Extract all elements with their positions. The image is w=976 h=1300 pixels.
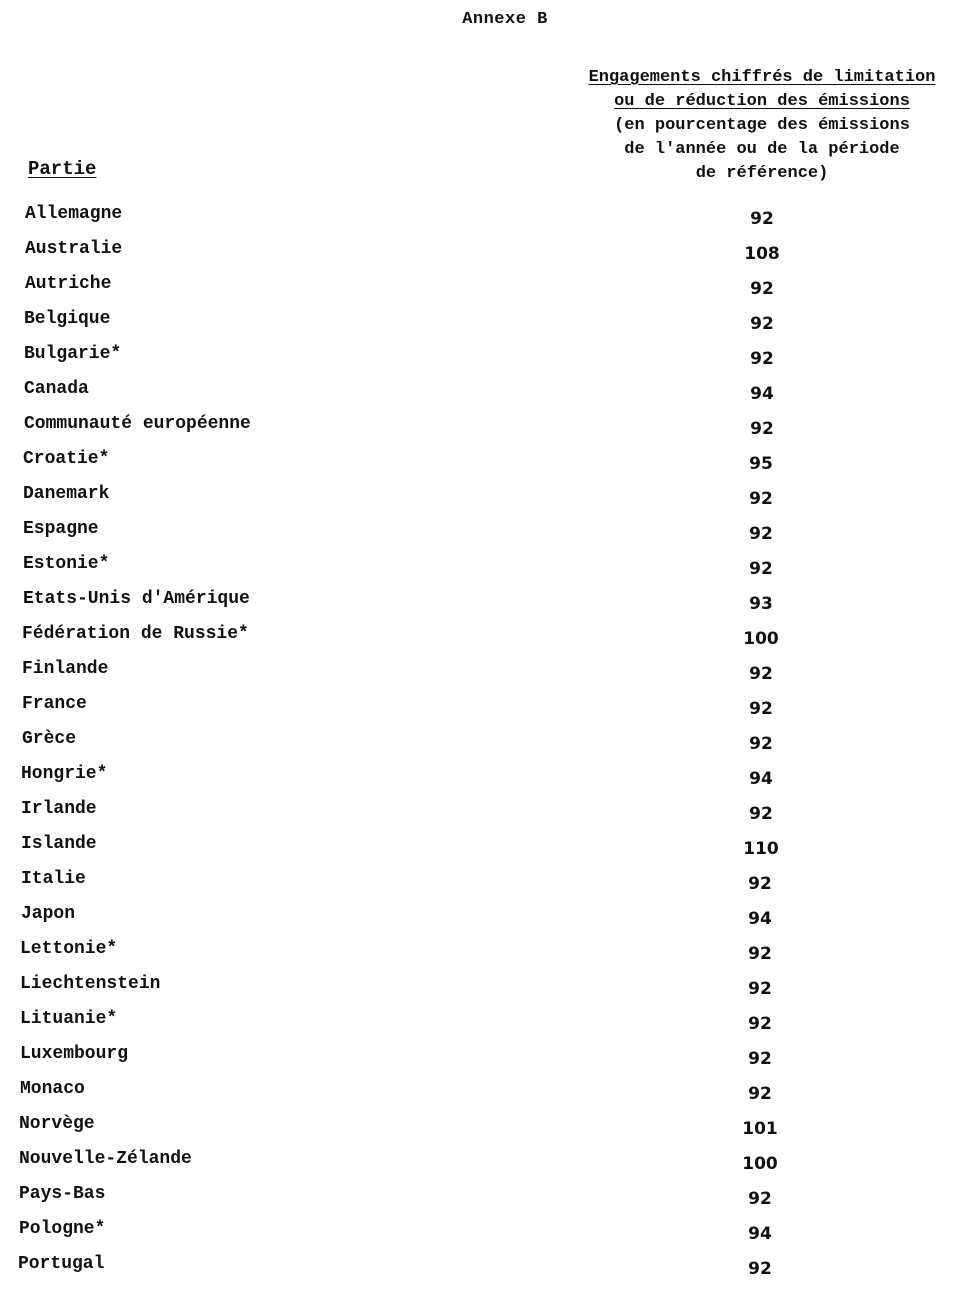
table-row	[0, 235, 976, 270]
column-header-line: (en pourcentage des émissions	[614, 116, 910, 135]
table-row	[0, 795, 976, 830]
table-row	[0, 200, 976, 235]
column-header-line: de référence)	[695, 164, 829, 183]
table-row	[0, 935, 976, 970]
commitment-value: 92	[748, 1014, 772, 1034]
party-name: Pologne*	[19, 1219, 106, 1239]
table-row	[0, 410, 976, 445]
party-name: Nouvelle-Zélande	[19, 1149, 192, 1169]
party-name: Hongrie*	[21, 764, 108, 784]
page-title: Annexe B	[462, 10, 548, 29]
commitment-value: 92	[750, 314, 774, 334]
party-name: Finlande	[22, 659, 109, 679]
table-row	[0, 1145, 976, 1180]
column-header-line: Engagements chiffrés de limitation	[588, 68, 936, 87]
table-row	[0, 270, 976, 305]
table-row	[0, 1040, 976, 1075]
table-row	[0, 585, 976, 620]
commitment-value: 92	[748, 874, 772, 894]
party-name: Australie	[25, 239, 123, 259]
table-row	[0, 550, 976, 585]
commitment-value: 92	[749, 699, 773, 719]
table-row	[0, 865, 976, 900]
party-name: Danemark	[23, 484, 110, 504]
party-name: France	[22, 694, 87, 714]
table-row	[0, 305, 976, 340]
party-name: Communauté européenne	[24, 414, 251, 434]
commitment-value: 92	[750, 209, 774, 229]
commitment-value: 110	[743, 839, 779, 859]
table-row	[0, 1110, 976, 1145]
commitment-value: 100	[743, 629, 779, 649]
party-name: Islande	[21, 834, 97, 854]
party-name: Allemagne	[25, 204, 123, 224]
table-row	[0, 1180, 976, 1215]
commitment-value: 92	[750, 419, 774, 439]
party-name: Grèce	[22, 729, 77, 749]
commitment-value: 94	[750, 384, 774, 404]
party-name: Lettonie*	[20, 939, 118, 959]
table-row	[0, 515, 976, 550]
table-row	[0, 1250, 976, 1285]
commitment-value: 92	[750, 279, 774, 299]
table-row	[0, 1005, 976, 1040]
commitment-value: 92	[748, 1189, 772, 1209]
commitment-value: 94	[748, 909, 772, 929]
commitment-value: 93	[749, 594, 773, 614]
party-name: Bulgarie*	[24, 344, 122, 364]
commitment-value: 108	[744, 244, 780, 264]
party-name: Monaco	[20, 1079, 85, 1099]
commitment-value: 92	[749, 734, 773, 754]
party-name: Lituanie*	[20, 1009, 118, 1029]
commitment-value: 92	[750, 349, 774, 369]
party-name: Fédération de Russie*	[22, 624, 249, 644]
party-name: Japon	[21, 904, 76, 924]
table-row	[0, 375, 976, 410]
commitment-value: 92	[748, 1084, 772, 1104]
commitment-value: 95	[749, 454, 773, 474]
column-header-line: ou de réduction des émissions	[614, 92, 910, 111]
commitment-value: 92	[748, 1049, 772, 1069]
commitment-value: 94	[749, 769, 773, 789]
table-row	[0, 620, 976, 655]
commitment-value: 92	[749, 559, 773, 579]
party-name: Liechtenstein	[20, 974, 161, 994]
table-row	[0, 340, 976, 375]
commitment-value: 92	[748, 979, 772, 999]
table-row	[0, 655, 976, 690]
table-row	[0, 1075, 976, 1110]
column-header-party: Partie	[28, 158, 97, 180]
party-name: Canada	[24, 379, 89, 399]
table-row	[0, 725, 976, 760]
table-row	[0, 900, 976, 935]
table-row	[0, 480, 976, 515]
party-name: Belgique	[24, 309, 111, 329]
commitment-value: 92	[749, 524, 773, 544]
column-header-line: de l'année ou de la période	[624, 140, 900, 159]
commitment-value: 92	[748, 944, 772, 964]
party-name: Norvège	[19, 1114, 95, 1134]
party-name: Pays-Bas	[19, 1184, 106, 1204]
party-name: Espagne	[23, 519, 99, 539]
party-name: Autriche	[25, 274, 112, 294]
column-header-commitment	[548, 66, 976, 186]
commitment-value: 92	[749, 489, 773, 509]
table-row	[0, 445, 976, 480]
party-name: Italie	[21, 869, 86, 889]
party-name: Estonie*	[23, 554, 110, 574]
commitment-value: 100	[742, 1154, 778, 1174]
party-name: Luxembourg	[20, 1044, 129, 1064]
commitment-value: 92	[749, 664, 773, 684]
party-name: Irlande	[21, 799, 97, 819]
party-name: Portugal	[18, 1254, 105, 1274]
table-row	[0, 690, 976, 725]
parties-table	[0, 200, 976, 1285]
table-row	[0, 760, 976, 795]
party-name: Etats-Unis d'Amérique	[23, 589, 250, 609]
table-row	[0, 1215, 976, 1250]
commitment-value: 92	[749, 804, 773, 824]
party-name: Croatie*	[23, 449, 110, 469]
table-row	[0, 830, 976, 865]
table-row	[0, 970, 976, 1005]
commitment-value: 101	[742, 1119, 778, 1139]
commitment-value: 94	[748, 1224, 772, 1244]
commitment-value: 92	[748, 1259, 772, 1279]
